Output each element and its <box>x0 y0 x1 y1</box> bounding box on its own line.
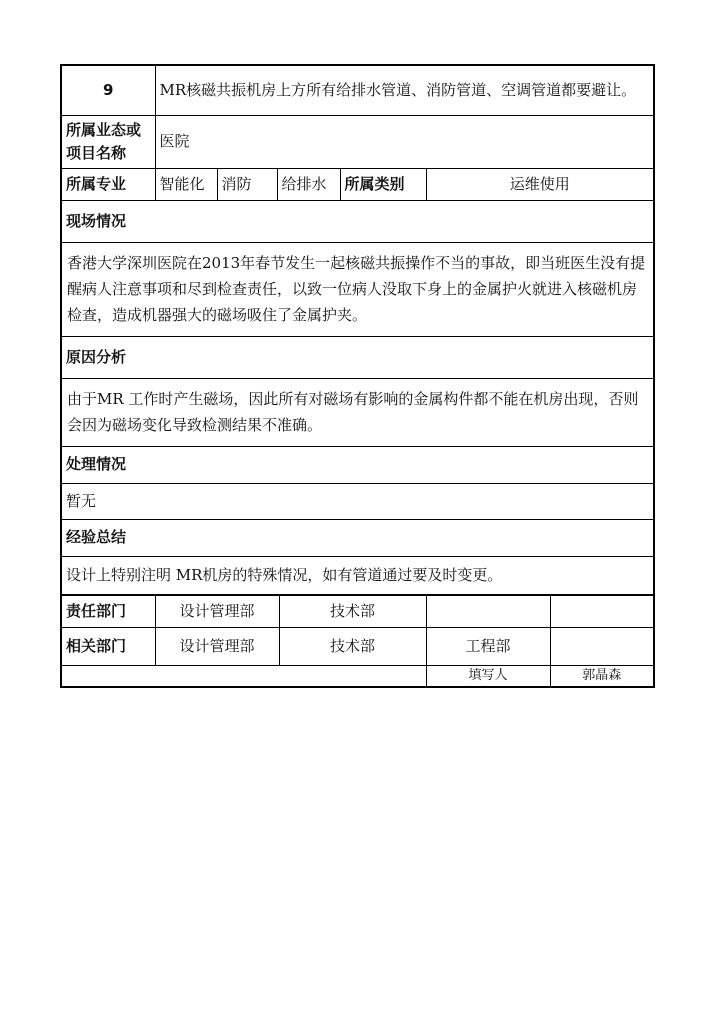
related-label: 相关部门 <box>61 627 155 665</box>
situation-body: 香港大学深圳医院在2013年春节发生一起核磁共振操作不当的事故，即当班医生没有提醒病人注意事项和尽到检查责任，以致一位病人没取下身上的金属护火就进入核磁机房检查，造成机器强大的磁场吸住了金属护夹。 <box>61 242 654 336</box>
footer-blank <box>61 665 426 687</box>
business-value: 医院 <box>155 115 654 168</box>
item-row <box>61 65 654 115</box>
handling-body-row <box>61 483 654 519</box>
handling-heading: 处理情况 <box>61 446 654 483</box>
responsible-dept-2: 技术部 <box>279 595 426 627</box>
specialty-row <box>61 168 654 200</box>
related-dept-3: 工程部 <box>426 627 550 665</box>
filler-name: 郭晶森 <box>550 665 654 687</box>
summary-body-row <box>61 556 654 594</box>
summary-heading-row <box>61 519 654 556</box>
item-number: 9 <box>61 65 155 115</box>
business-label: 所属业态或项目名称 <box>61 115 155 168</box>
handling-body: 暂无 <box>61 483 654 519</box>
responsible-dept-1: 设计管理部 <box>155 595 279 627</box>
case-sheet <box>60 64 653 688</box>
related-dept-2: 技术部 <box>279 627 426 665</box>
handling-heading-row <box>61 446 654 483</box>
situation-body-row <box>61 242 654 336</box>
situation-heading-row <box>61 200 654 242</box>
category-label: 所属类别 <box>340 168 426 200</box>
cause-heading: 原因分析 <box>61 336 654 378</box>
related-row <box>61 627 654 665</box>
responsible-dept-4 <box>550 595 654 627</box>
cause-body-row <box>61 378 654 446</box>
specialty-value-2: 消防 <box>217 168 277 200</box>
cause-body: 由于MR 工作时产生磁场，因此所有对磁场有影响的金属构件都不能在机房出现，否则会因为磁场变化导致检测结果不准确。 <box>61 378 654 446</box>
summary-heading: 经验总结 <box>61 519 654 556</box>
case-table <box>60 64 655 595</box>
business-row <box>61 115 654 168</box>
category-value: 运维使用 <box>426 168 654 200</box>
related-dept-4 <box>550 627 654 665</box>
specialty-value-3: 给排水 <box>277 168 340 200</box>
specialty-label: 所属专业 <box>61 168 155 200</box>
responsible-row <box>61 595 654 627</box>
specialty-value-1: 智能化 <box>155 168 217 200</box>
responsible-label: 责任部门 <box>61 595 155 627</box>
situation-heading: 现场情况 <box>61 200 654 242</box>
filler-label: 填写人 <box>426 665 550 687</box>
item-title: MR核磁共振机房上方所有给排水管道、消防管道、空调管道都要避让。 <box>155 65 654 115</box>
department-table <box>60 595 655 689</box>
footer-row <box>61 665 654 687</box>
responsible-dept-3 <box>426 595 550 627</box>
cause-heading-row <box>61 336 654 378</box>
summary-body: 设计上特别注明 MR机房的特殊情况，如有管道通过要及时变更。 <box>61 556 654 594</box>
related-dept-1: 设计管理部 <box>155 627 279 665</box>
